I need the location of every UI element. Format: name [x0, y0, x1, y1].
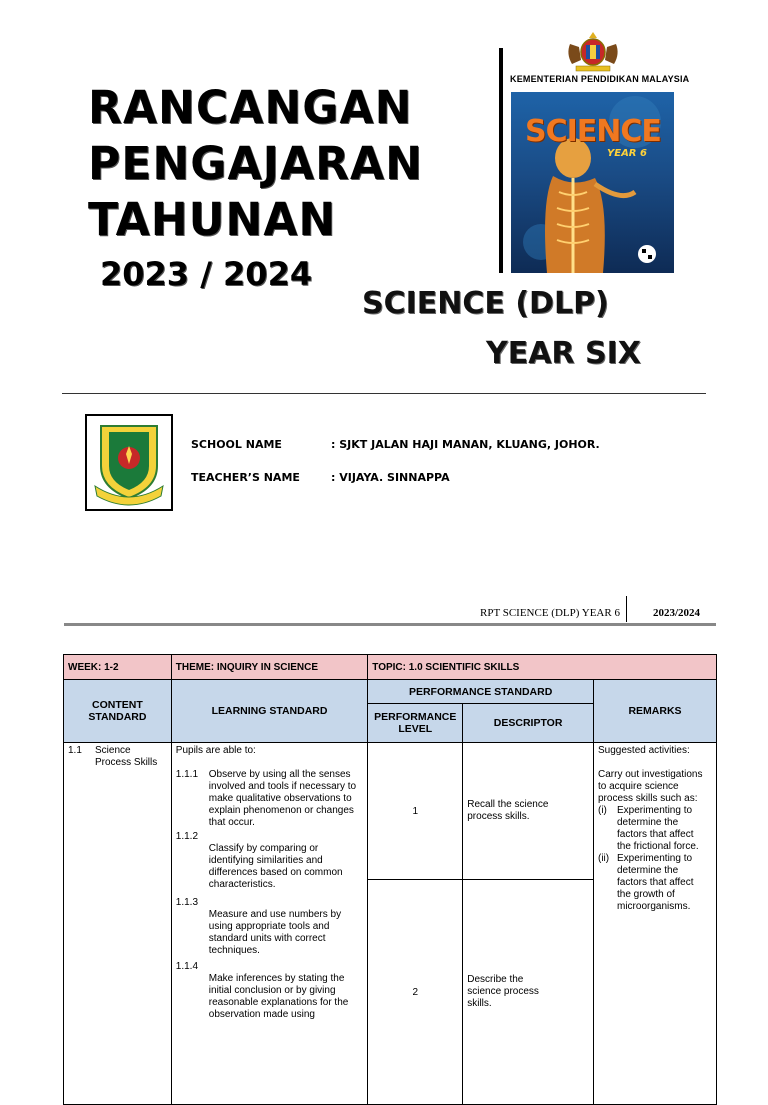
book-year: YEAR 6: [607, 148, 647, 159]
textbook-cover: [511, 92, 674, 273]
remarks-cell: [594, 743, 717, 1105]
ministry-name: KEMENTERIAN PENDIDIKAN MALAYSIA: [510, 74, 690, 84]
grade-title: YEAR SIX: [486, 336, 641, 371]
list-item-number: 1.1.3: [175, 897, 199, 908]
descriptor-text: Describe the science process skills.: [467, 974, 539, 1009]
teacher-name-label: TEACHER’S NAME: [191, 471, 300, 484]
remarks-intro: Suggested activities:: [598, 745, 690, 756]
learning-standard-cell: [171, 743, 367, 1105]
list-item-number: (i): [598, 805, 607, 816]
performance-level-2: 2: [368, 880, 463, 1105]
table-row: [64, 655, 717, 680]
performance-standard-header: PERFORMANCE STANDARD: [368, 680, 594, 704]
content-text: Science Process Skills: [95, 745, 158, 768]
list-item: [598, 853, 712, 913]
vertical-divider: [499, 48, 503, 273]
list-item: [598, 805, 712, 853]
descriptor-header: DESCRIPTOR: [463, 704, 594, 743]
remarks-header: REMARKS: [594, 680, 717, 743]
book-title: SCIENCE: [525, 114, 661, 149]
subject-title: SCIENCE (DLP): [362, 286, 609, 321]
teacher-name-value: : VIJAYA. SINNAPPA: [331, 471, 450, 484]
list-item-text: Observe by using all the senses involved and tools if necessary to make qualitative observations to explain phenomenon or changes that occur.: [208, 769, 357, 828]
school-crest-icon: [87, 416, 171, 509]
list-item-number: 1.1.1: [175, 769, 199, 780]
school-name-label: SCHOOL NAME: [191, 438, 282, 451]
title-line-3: TAHUNAN: [88, 193, 337, 246]
list-item-text: Measure and use numbers by using appropriate tools and standard units with correct techniques.: [208, 909, 342, 956]
week-cell: WEEK: 1-2: [64, 655, 172, 680]
page-header-year: 2023/2024: [653, 607, 701, 619]
list-item-text: Make inferences by stating the initial conclusion or by giving reasonable explanations for the observation made using: [208, 973, 349, 1020]
page-header-divider: [626, 596, 627, 622]
list-item: [176, 961, 363, 1021]
table-row: [64, 743, 717, 880]
page-header-title: RPT SCIENCE (DLP) YEAR 6: [480, 607, 620, 619]
performance-level-1: 1: [368, 743, 463, 880]
descriptor-2: [463, 880, 594, 1105]
theme-cell: THEME: INQUIRY IN SCIENCE: [171, 655, 367, 680]
lesson-plan-table: [63, 654, 717, 1105]
school-logo-frame: [85, 414, 173, 511]
list-item-text: Experimenting to determine the factors that affect the frictional force.: [617, 805, 699, 852]
descriptor-1: [463, 743, 594, 880]
title-line-1: RANCANGAN: [88, 81, 413, 134]
descriptor-text: Recall the science process skills.: [467, 799, 549, 822]
performance-level-header: PERFORMANCE LEVEL: [368, 704, 463, 743]
page-header-rule: [64, 623, 716, 626]
content-standard-cell: [64, 743, 172, 1105]
list-item-text: Classify by comparing or identifying similarities and differences based on common characteristics.: [208, 843, 343, 890]
content-number: 1.1: [68, 745, 82, 756]
list-item-number: 1.1.4: [175, 961, 199, 972]
list-item-text: Experimenting to determine the factors that affect the growth of microorganisms.: [617, 853, 694, 912]
section-divider: [62, 393, 706, 394]
remarks-body: Carry out investigations to acquire science process skills such as:: [598, 769, 703, 804]
list-item-number: 1.1.2: [175, 831, 199, 842]
list-item: [176, 831, 363, 891]
topic-cell: TOPIC: 1.0 SCIENTIFIC SKILLS: [368, 655, 717, 680]
table-row: [64, 680, 717, 704]
content-standard-header: CONTENT STANDARD: [64, 680, 172, 743]
document-title: [88, 80, 423, 248]
school-name-value: : SJKT JALAN HAJI MANAN, KLUANG, JOHOR.: [331, 438, 600, 451]
title-line-2: PENGAJARAN: [88, 137, 424, 190]
list-item-number: (ii): [598, 853, 610, 864]
learning-standard-header: LEARNING STANDARD: [171, 680, 367, 743]
ministry-crest-icon: [562, 30, 624, 74]
year-range: 2023 / 2024: [100, 255, 313, 293]
list-item: [176, 769, 363, 829]
list-item: [176, 897, 363, 957]
learning-intro: Pupils are able to:: [175, 745, 256, 756]
